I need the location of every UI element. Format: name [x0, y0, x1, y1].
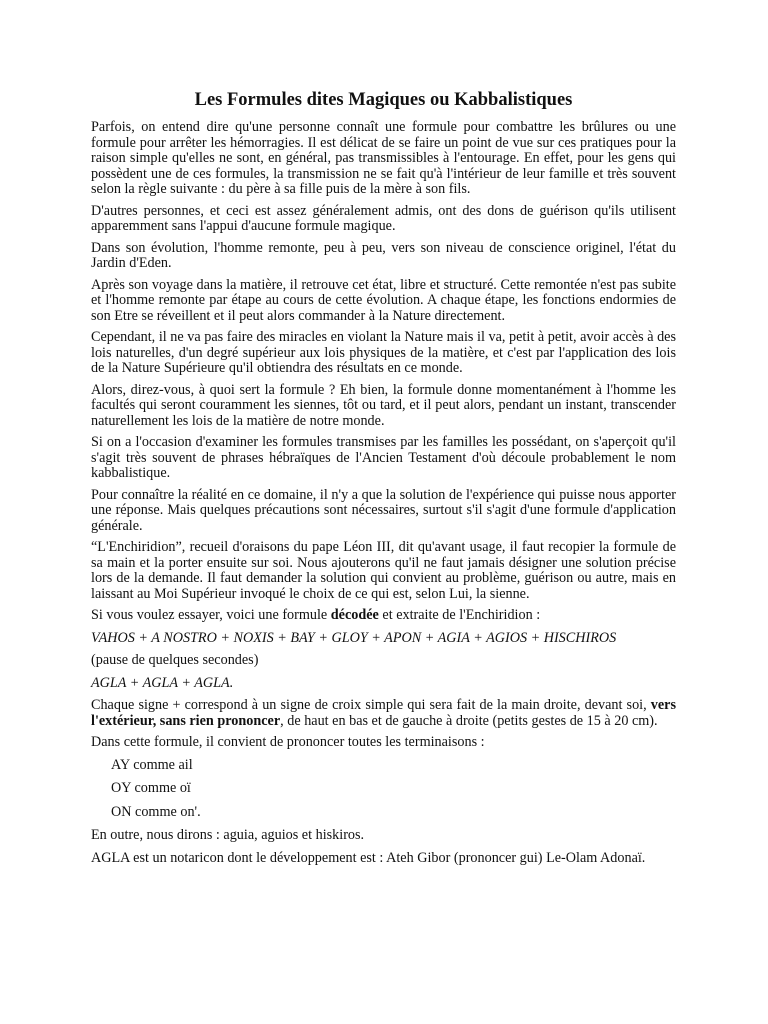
paragraph-7: Si on a l'occasion d'examiner les formules transmises par les familles les possédant, on s'aperçoit qu'il s'agit très souvent de phrases hébraïques de l'Ancien Testament d'où découle probablement le nom kabbalistique. [91, 434, 676, 481]
paragraph-11-text-a: Chaque signe + correspond à un signe de croix simple qui sera fait de la main droite, devant soi, [91, 697, 651, 713]
document-title: Les Formules dites Magiques ou Kabbalistiques [194, 90, 573, 110]
formula-line-2: AGLA + AGLA + AGLA. [91, 674, 234, 691]
formula-line-1: VAHOS + A NOSTRO + NOXIS + BAY + GLOY + APON + AGIA + AGIOS + HISCHIROS [91, 629, 617, 646]
termination-1: AY comme ail [111, 756, 193, 773]
paragraph-1: Parfois, on entend dire qu'une personne connaît une formule pour combattre les brûlures ou une formule pour arrêter les hémorragies. Il est délicat de se faire un point de vue sur ces pratiques pour la raison simple qu'elles ne sont, en général, pas transmissibles à l'entourage. En effet, pour les gens qui possèdent une de ces formules, la transmission ne se fait qu'à l'intérieur de leur famille et très souvent selon la règle suivante : du père à sa fille puis de la mère à son fils. [91, 119, 676, 197]
document-page [91, 88, 676, 872]
paragraph-10 [91, 608, 676, 624]
termination-3: ON comme on'. [111, 803, 201, 820]
paragraph-10-text-c: et extraite de l'Enchiridion : [378, 607, 541, 623]
paragraph-12: Dans cette formule, il convient de prononcer toutes les terminaisons : [91, 734, 485, 750]
paragraph-5: Cependant, il ne va pas faire des miracles en violant la Nature mais il va, petit à petit, avoir accès à des lois naturelles, d'un degré supérieur aux lois physiques de la matière, et c'est par l'application des lois de la Nature Supérieure qu'il obtiendra des résultats en ce monde. [91, 329, 676, 376]
paragraph-8: Pour connaître la réalité en ce domaine, il n'y a que la solution de l'expérience qui puisse nous apporter une réponse. Mais quelques précautions sont nécessaires, surtout s'il s'agit d'une formule d'application générale. [91, 486, 676, 534]
paragraph-11-text-c: , de haut en bas et de gauche à droite (petits gestes de 15 à 20 cm). [280, 712, 658, 729]
paragraph-11 [91, 698, 676, 729]
paragraph-14: AGLA est un notaricon dont le développement est : Ateh Gibor (prononcer gui) Le-Olam Adonaï. [91, 849, 646, 866]
paragraph-6: Alors, direz-vous, à quoi sert la formule ? Eh bien, la formule donne momentanément à l'homme les facultés qui seront couramment les siennes, tôt ou tard, et il peut alors, pendant un instant, transcender naturellement les lois de la matière de notre monde. [91, 381, 676, 429]
termination-2: OY comme oï [111, 780, 191, 796]
paragraph-4: Après son voyage dans la matière, il retrouve cet état, libre et structuré. Cette remontée n'est pas subite et l'homme remonte par étape au cours de cette évolution. A chaque étape, les fonctions endormies de son Etre se réveillent et il peut alors commander à la Nature directement. [91, 276, 676, 324]
paragraph-10-text-a: Si vous voulez essayer, voici une formule [91, 607, 331, 623]
paragraph-11-bold: vers l'extérieur, sans rien prononcer [91, 697, 676, 729]
pause-note: (pause de quelques secondes) [91, 652, 259, 668]
paragraph-13: En outre, nous dirons : aguia, aguios et hiskiros. [91, 827, 365, 843]
paragraph-3: Dans son évolution, l'homme remonte, peu à peu, vers son niveau de conscience originel, l'état du Jardin d'Eden. [91, 239, 676, 271]
paragraph-2: D'autres personnes, et ceci est assez généralement admis, ont des dons de guérison qu'ils utilisent apparemment sans l'appui d'aucune formule magique. [91, 202, 676, 234]
paragraph-10-bold: décodée [330, 607, 379, 623]
paragraph-9: “L'Enchiridion”, recueil d'oraisons du pape Léon III, dit qu'avant usage, il faut recopier la formule de sa main et la porter ensuite sur soi. Nous ajouterons qu'il ne faut jamais désigner une solution précise lors de la demande. Il faut demander la solution qui convient au problème, guérison ou autre, mais en laissant au Moi Supérieur invoqué le choix de ce qui est, selon Lui, la sienne. [91, 539, 676, 602]
